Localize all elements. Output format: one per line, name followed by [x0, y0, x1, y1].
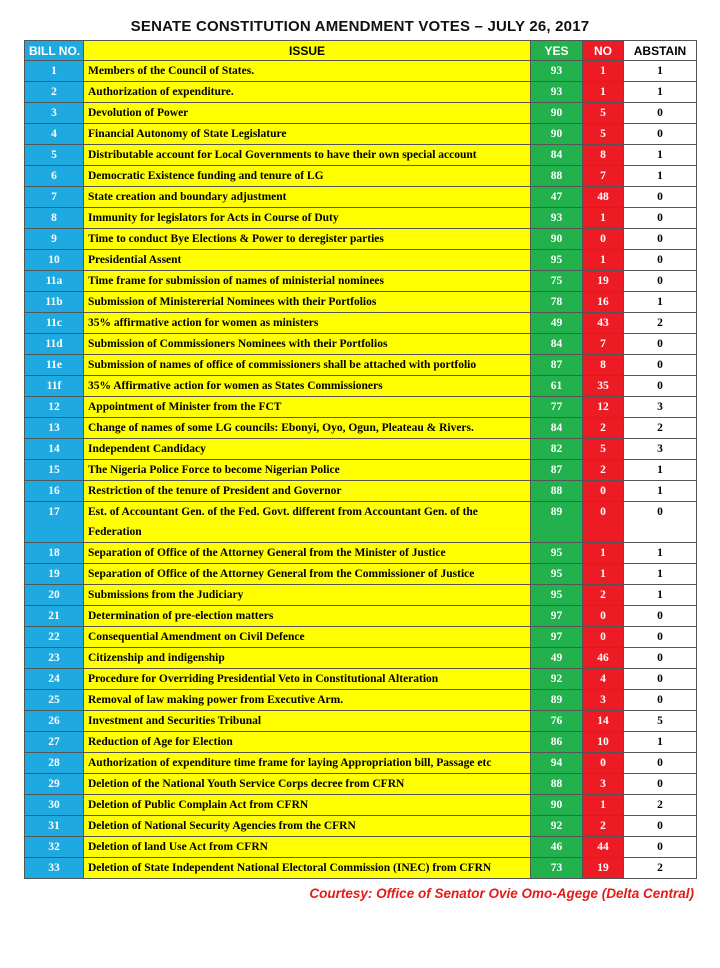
issue-cell: Investment and Securities Tribunal — [84, 711, 531, 732]
yes-count-cell: 88 — [531, 774, 583, 795]
bill-number-cell: 4 — [25, 124, 84, 145]
table-row — [25, 648, 697, 669]
no-count-cell: 1 — [583, 795, 624, 816]
courtesy-note: Courtesy: Office of Senator Ovie Omo-Agege (Delta Central) — [309, 886, 694, 901]
table-row — [25, 355, 697, 376]
no-count-cell: 43 — [583, 313, 624, 334]
no-count-cell: 12 — [583, 397, 624, 418]
issue-cell: Procedure for Overriding Presidential Veto in Constitutional Alteration — [84, 669, 531, 690]
table-row — [25, 82, 697, 103]
no-count-cell: 44 — [583, 837, 624, 858]
yes-count-cell: 90 — [531, 124, 583, 145]
table-row — [25, 229, 697, 250]
table-row — [25, 292, 697, 313]
no-count-cell: 7 — [583, 334, 624, 355]
table-row — [25, 732, 697, 753]
table-row — [25, 313, 697, 334]
yes-count-cell: 78 — [531, 292, 583, 313]
table-row — [25, 837, 697, 858]
issue-cell: Separation of Office of the Attorney General from the Commissioner of Justice — [84, 564, 531, 585]
yes-count-cell: 47 — [531, 187, 583, 208]
issue-cell: Submission of names of office of commissioners shall be attached with portfolio — [84, 355, 531, 376]
abstain-count-cell: 1 — [624, 145, 697, 166]
no-count-cell: 5 — [583, 439, 624, 460]
bill-number-cell: 17 — [25, 502, 84, 543]
bill-number-cell: 14 — [25, 439, 84, 460]
yes-count-cell: 97 — [531, 606, 583, 627]
issue-cell: Submission of Commissioners Nominees with their Portfolios — [84, 334, 531, 355]
bill-number-cell: 3 — [25, 103, 84, 124]
bill-number-cell: 25 — [25, 690, 84, 711]
bill-number-cell: 8 — [25, 208, 84, 229]
no-count-cell: 0 — [583, 753, 624, 774]
yes-count-cell: 87 — [531, 355, 583, 376]
no-count-cell: 1 — [583, 82, 624, 103]
no-count-cell: 35 — [583, 376, 624, 397]
no-count-cell: 3 — [583, 774, 624, 795]
issue-cell: The Nigeria Police Force to become Nigerian Police — [84, 460, 531, 481]
table-row — [25, 208, 697, 229]
bill-number-cell: 2 — [25, 82, 84, 103]
table-row — [25, 711, 697, 732]
no-count-cell: 8 — [583, 145, 624, 166]
no-count-cell: 1 — [583, 543, 624, 564]
yes-count-cell: 95 — [531, 585, 583, 606]
yes-count-cell: 73 — [531, 858, 583, 879]
yes-count-cell: 49 — [531, 313, 583, 334]
table-row — [25, 669, 697, 690]
table-row — [25, 145, 697, 166]
bill-number-cell: 30 — [25, 795, 84, 816]
table-row — [25, 858, 697, 879]
yes-count-cell: 93 — [531, 61, 583, 82]
bill-number-cell: 23 — [25, 648, 84, 669]
bill-number-cell: 16 — [25, 481, 84, 502]
header-abstain: ABSTAIN — [624, 41, 697, 61]
no-count-cell: 5 — [583, 124, 624, 145]
issue-cell: Reduction of Age for Election — [84, 732, 531, 753]
yes-count-cell: 92 — [531, 669, 583, 690]
document-title: SENATE CONSTITUTION AMENDMENT VOTES – JULY 26, 2017 — [130, 18, 590, 35]
header-row — [25, 41, 697, 61]
header-yes: YES — [531, 41, 583, 61]
issue-cell: Submissions from the Judiciary — [84, 585, 531, 606]
no-count-cell: 14 — [583, 711, 624, 732]
issue-cell: Est. of Accountant Gen. of the Fed. Govt. different from Accountant Gen. of the Federation — [84, 502, 531, 543]
bill-number-cell: 5 — [25, 145, 84, 166]
table-row — [25, 774, 697, 795]
issue-cell: 35% affirmative action for women as ministers — [84, 313, 531, 334]
issue-cell: Removal of law making power from Executive Arm. — [84, 690, 531, 711]
abstain-count-cell: 0 — [624, 334, 697, 355]
abstain-count-cell: 0 — [624, 187, 697, 208]
abstain-count-cell: 1 — [624, 166, 697, 187]
bill-number-cell: 29 — [25, 774, 84, 795]
bill-number-cell: 9 — [25, 229, 84, 250]
issue-cell: Devolution of Power — [84, 103, 531, 124]
abstain-count-cell: 0 — [624, 627, 697, 648]
no-count-cell: 48 — [583, 187, 624, 208]
no-count-cell: 0 — [583, 229, 624, 250]
no-count-cell: 2 — [583, 816, 624, 837]
abstain-count-cell: 1 — [624, 564, 697, 585]
yes-count-cell: 46 — [531, 837, 583, 858]
no-count-cell: 16 — [583, 292, 624, 313]
yes-count-cell: 84 — [531, 334, 583, 355]
issue-cell: State creation and boundary adjustment — [84, 187, 531, 208]
abstain-count-cell: 0 — [624, 837, 697, 858]
header-no: NO — [583, 41, 624, 61]
bill-number-cell: 26 — [25, 711, 84, 732]
issue-cell: Citizenship and indigenship — [84, 648, 531, 669]
bill-number-cell: 13 — [25, 418, 84, 439]
yes-count-cell: 86 — [531, 732, 583, 753]
abstain-count-cell: 1 — [624, 732, 697, 753]
yes-count-cell: 84 — [531, 145, 583, 166]
issue-cell: Deletion of National Security Agencies from the CFRN — [84, 816, 531, 837]
issue-cell: Independent Candidacy — [84, 439, 531, 460]
abstain-count-cell: 2 — [624, 313, 697, 334]
yes-count-cell: 61 — [531, 376, 583, 397]
table-row — [25, 481, 697, 502]
yes-count-cell: 49 — [531, 648, 583, 669]
table-row — [25, 606, 697, 627]
issue-cell: Deletion of the National Youth Service Corps decree from CFRN — [84, 774, 531, 795]
issue-cell: Authorization of expenditure time frame for laying Appropriation bill, Passage etc — [84, 753, 531, 774]
no-count-cell: 1 — [583, 564, 624, 585]
header-issue: ISSUE — [84, 41, 531, 61]
issue-cell: Authorization of expenditure. — [84, 82, 531, 103]
bill-number-cell: 28 — [25, 753, 84, 774]
yes-count-cell: 95 — [531, 250, 583, 271]
yes-count-cell: 94 — [531, 753, 583, 774]
bill-number-cell: 31 — [25, 816, 84, 837]
table-row — [25, 564, 697, 585]
abstain-count-cell: 0 — [624, 774, 697, 795]
bill-number-cell: 15 — [25, 460, 84, 481]
abstain-count-cell: 2 — [624, 858, 697, 879]
no-count-cell: 3 — [583, 690, 624, 711]
abstain-count-cell: 0 — [624, 648, 697, 669]
abstain-count-cell: 1 — [624, 585, 697, 606]
no-count-cell: 0 — [583, 481, 624, 502]
no-count-cell: 1 — [583, 208, 624, 229]
no-count-cell: 4 — [583, 669, 624, 690]
abstain-count-cell: 5 — [624, 711, 697, 732]
bill-number-cell: 24 — [25, 669, 84, 690]
table-row — [25, 103, 697, 124]
issue-cell: Democratic Existence funding and tenure of LG — [84, 166, 531, 187]
abstain-count-cell: 0 — [624, 753, 697, 774]
bill-number-cell: 20 — [25, 585, 84, 606]
header-bill-no: BILL NO. — [25, 41, 84, 61]
bill-number-cell: 11c — [25, 313, 84, 334]
no-count-cell: 0 — [583, 502, 624, 543]
bill-number-cell: 27 — [25, 732, 84, 753]
abstain-count-cell: 1 — [624, 292, 697, 313]
abstain-count-cell: 0 — [624, 606, 697, 627]
issue-cell: Determination of pre-election matters — [84, 606, 531, 627]
bill-number-cell: 33 — [25, 858, 84, 879]
yes-count-cell: 76 — [531, 711, 583, 732]
issue-cell: Immunity for legislators for Acts in Course of Duty — [84, 208, 531, 229]
yes-count-cell: 82 — [531, 439, 583, 460]
no-count-cell: 8 — [583, 355, 624, 376]
yes-count-cell: 88 — [531, 166, 583, 187]
issue-cell: 35% Affirmative action for women as States Commissioners — [84, 376, 531, 397]
abstain-count-cell: 0 — [624, 250, 697, 271]
issue-cell: Financial Autonomy of State Legislature — [84, 124, 531, 145]
table-row — [25, 61, 697, 82]
yes-count-cell: 89 — [531, 690, 583, 711]
table-row — [25, 543, 697, 564]
yes-count-cell: 95 — [531, 543, 583, 564]
abstain-count-cell: 2 — [624, 418, 697, 439]
bill-number-cell: 22 — [25, 627, 84, 648]
bill-number-cell: 10 — [25, 250, 84, 271]
table-row — [25, 585, 697, 606]
no-count-cell: 0 — [583, 606, 624, 627]
abstain-count-cell: 0 — [624, 669, 697, 690]
issue-cell: Deletion of land Use Act from CFRN — [84, 837, 531, 858]
yes-count-cell: 84 — [531, 418, 583, 439]
yes-count-cell: 87 — [531, 460, 583, 481]
issue-cell: Appointment of Minister from the FCT — [84, 397, 531, 418]
no-count-cell: 19 — [583, 271, 624, 292]
issue-cell: Separation of Office of the Attorney General from the Minister of Justice — [84, 543, 531, 564]
issue-cell: Time to conduct Bye Elections & Power to deregister parties — [84, 229, 531, 250]
votes-table — [24, 40, 697, 879]
issue-cell: Time frame for submission of names of ministerial nominees — [84, 271, 531, 292]
yes-count-cell: 90 — [531, 103, 583, 124]
bill-number-cell: 11b — [25, 292, 84, 313]
table-row — [25, 187, 697, 208]
table-row — [25, 250, 697, 271]
table-row — [25, 418, 697, 439]
bill-number-cell: 19 — [25, 564, 84, 585]
no-count-cell: 7 — [583, 166, 624, 187]
bill-number-cell: 11a — [25, 271, 84, 292]
yes-count-cell: 88 — [531, 481, 583, 502]
issue-cell: Presidential Assent — [84, 250, 531, 271]
abstain-count-cell: 0 — [624, 103, 697, 124]
bill-number-cell: 6 — [25, 166, 84, 187]
table-row — [25, 271, 697, 292]
yes-count-cell: 75 — [531, 271, 583, 292]
no-count-cell: 2 — [583, 460, 624, 481]
table-row — [25, 460, 697, 481]
bill-number-cell: 11e — [25, 355, 84, 376]
bill-number-cell: 18 — [25, 543, 84, 564]
yes-count-cell: 90 — [531, 229, 583, 250]
no-count-cell: 5 — [583, 103, 624, 124]
table-row — [25, 376, 697, 397]
table-row — [25, 166, 697, 187]
yes-count-cell: 97 — [531, 627, 583, 648]
abstain-count-cell: 0 — [624, 208, 697, 229]
abstain-count-cell: 0 — [624, 816, 697, 837]
abstain-count-cell: 0 — [624, 124, 697, 145]
issue-cell: Deletion of State Independent National Electoral Commission (INEC) from CFRN — [84, 858, 531, 879]
table-row — [25, 627, 697, 648]
issue-cell: Deletion of Public Complain Act from CFRN — [84, 795, 531, 816]
table-row — [25, 124, 697, 145]
abstain-count-cell: 0 — [624, 355, 697, 376]
yes-count-cell: 93 — [531, 208, 583, 229]
abstain-count-cell: 3 — [624, 397, 697, 418]
issue-cell: Distributable account for Local Governments to have their own special account — [84, 145, 531, 166]
issue-cell: Consequential Amendment on Civil Defence — [84, 627, 531, 648]
abstain-count-cell: 1 — [624, 543, 697, 564]
abstain-count-cell: 0 — [624, 502, 697, 543]
yes-count-cell: 93 — [531, 82, 583, 103]
table-row — [25, 690, 697, 711]
yes-count-cell: 92 — [531, 816, 583, 837]
no-count-cell: 2 — [583, 418, 624, 439]
table-row — [25, 439, 697, 460]
abstain-count-cell: 1 — [624, 82, 697, 103]
yes-count-cell: 77 — [531, 397, 583, 418]
abstain-count-cell: 1 — [624, 460, 697, 481]
bill-number-cell: 11f — [25, 376, 84, 397]
abstain-count-cell: 2 — [624, 795, 697, 816]
bill-number-cell: 12 — [25, 397, 84, 418]
table-row — [25, 334, 697, 355]
bill-number-cell: 11d — [25, 334, 84, 355]
abstain-count-cell: 3 — [624, 439, 697, 460]
no-count-cell: 46 — [583, 648, 624, 669]
abstain-count-cell: 0 — [624, 690, 697, 711]
issue-cell: Restriction of the tenure of President and Governor — [84, 481, 531, 502]
no-count-cell: 19 — [583, 858, 624, 879]
table-row — [25, 795, 697, 816]
table-row — [25, 397, 697, 418]
no-count-cell: 1 — [583, 250, 624, 271]
table-body — [25, 61, 697, 879]
issue-cell: Members of the Council of States. — [84, 61, 531, 82]
yes-count-cell: 89 — [531, 502, 583, 543]
abstain-count-cell: 1 — [624, 481, 697, 502]
abstain-count-cell: 0 — [624, 271, 697, 292]
abstain-count-cell: 1 — [624, 61, 697, 82]
bill-number-cell: 1 — [25, 61, 84, 82]
no-count-cell: 1 — [583, 61, 624, 82]
table-row — [25, 753, 697, 774]
bill-number-cell: 21 — [25, 606, 84, 627]
no-count-cell: 10 — [583, 732, 624, 753]
abstain-count-cell: 0 — [624, 376, 697, 397]
table-row — [25, 816, 697, 837]
bill-number-cell: 7 — [25, 187, 84, 208]
no-count-cell: 2 — [583, 585, 624, 606]
issue-cell: Submission of Ministererial Nominees with their Portfolios — [84, 292, 531, 313]
bill-number-cell: 32 — [25, 837, 84, 858]
issue-cell: Change of names of some LG councils: Ebonyi, Oyo, Ogun, Pleateau & Rivers. — [84, 418, 531, 439]
yes-count-cell: 90 — [531, 795, 583, 816]
no-count-cell: 0 — [583, 627, 624, 648]
yes-count-cell: 95 — [531, 564, 583, 585]
table-row — [25, 502, 697, 543]
abstain-count-cell: 0 — [624, 229, 697, 250]
